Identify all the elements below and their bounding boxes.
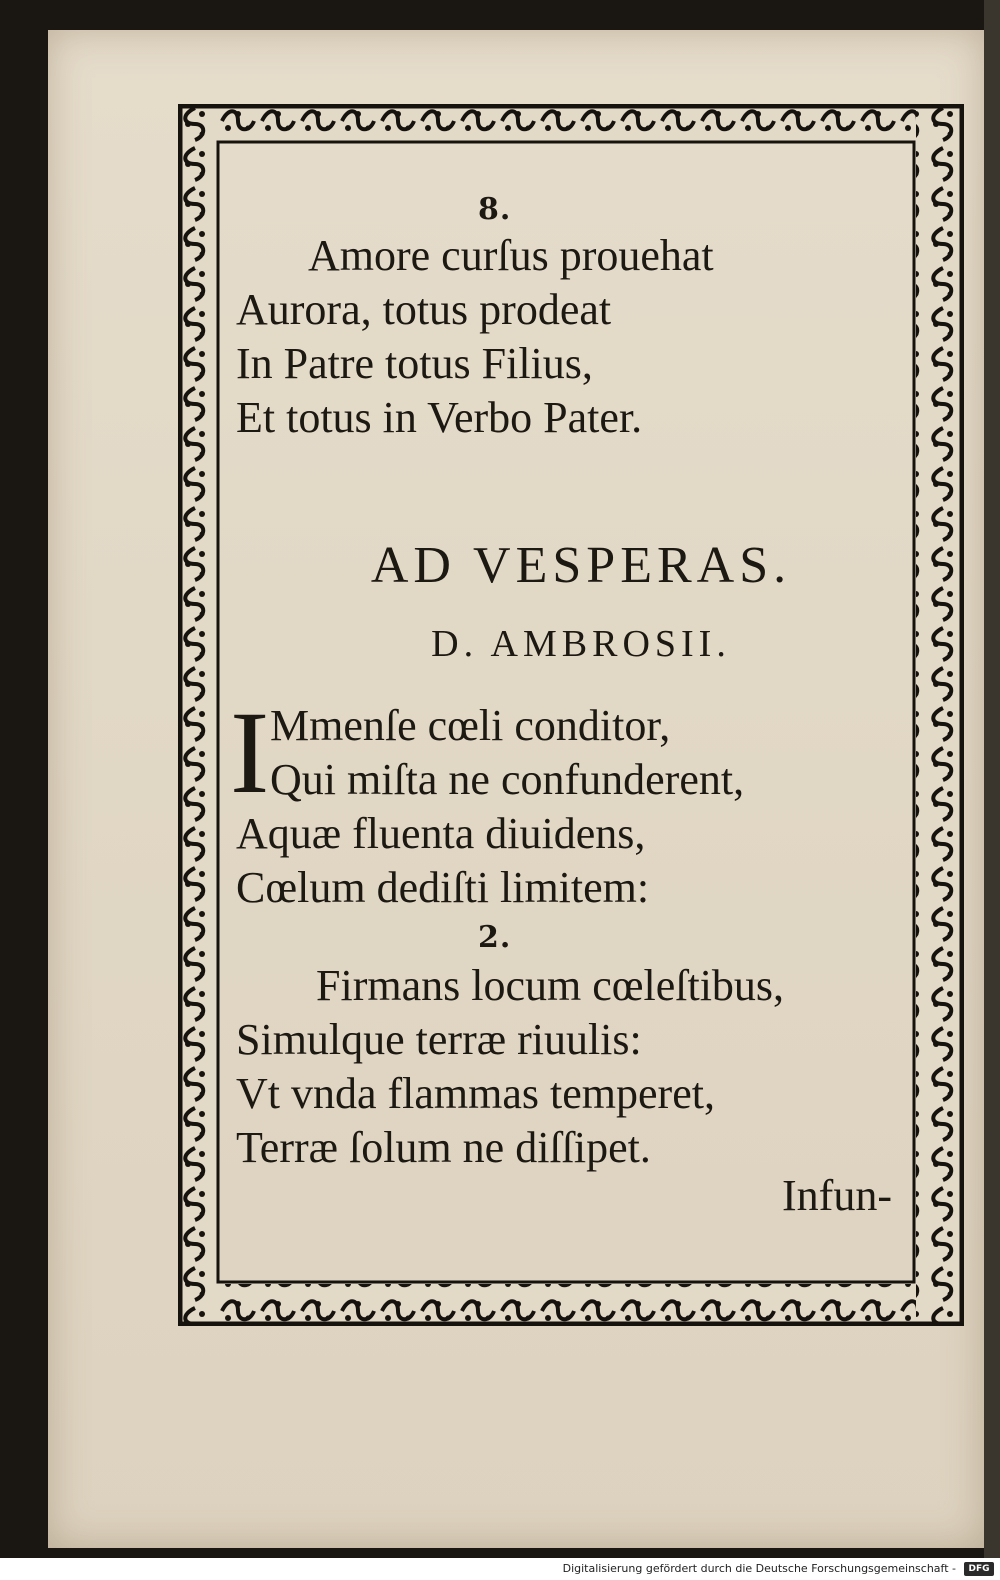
verse-line: Vt vnda flammas temperet, — [236, 1069, 715, 1118]
verse-line: Qui miſta ne confunderent, — [270, 755, 745, 804]
section-subheading: D. AMBROSII. — [431, 623, 731, 665]
verse-line: Et totus in Verbo Pater. — [236, 393, 643, 442]
page-text — [178, 104, 964, 1326]
verse-line: Mmenſe cœli conditor, — [270, 701, 671, 750]
dfg-logo: DFG — [964, 1562, 994, 1576]
section-heading: AD VESPERAS. — [370, 537, 792, 594]
stanza-number-8: 8. — [478, 192, 512, 227]
verse-line: In Patre totus Filius, — [236, 339, 593, 388]
verse-line: Aurora, totus prodeat — [236, 285, 612, 334]
verse-line: Aquæ fluenta diuidens, — [236, 809, 646, 858]
verse-line: Simulque terræ riuulis: — [236, 1015, 642, 1064]
drop-cap: I — [230, 687, 270, 818]
footer-credit-text: Digitalisierung gefördert durch die Deutsche Forschungsgemeinschaft - — [562, 1562, 956, 1575]
verse-line: Terræ ſolum ne diſſipet. — [236, 1123, 651, 1172]
verse-line: Firmans locum cœleſtibus, — [316, 961, 785, 1010]
book-binding-edge — [984, 0, 1000, 1560]
verse-line: Cœlum dediſti limitem: — [236, 863, 650, 912]
verse-line: Amore curſus prouehat — [308, 231, 714, 280]
catchword: Infun- — [782, 1171, 892, 1220]
digitization-footer — [0, 1558, 1000, 1580]
ornamental-border-frame — [178, 104, 964, 1326]
stanza-number-2: 2. — [478, 920, 512, 955]
